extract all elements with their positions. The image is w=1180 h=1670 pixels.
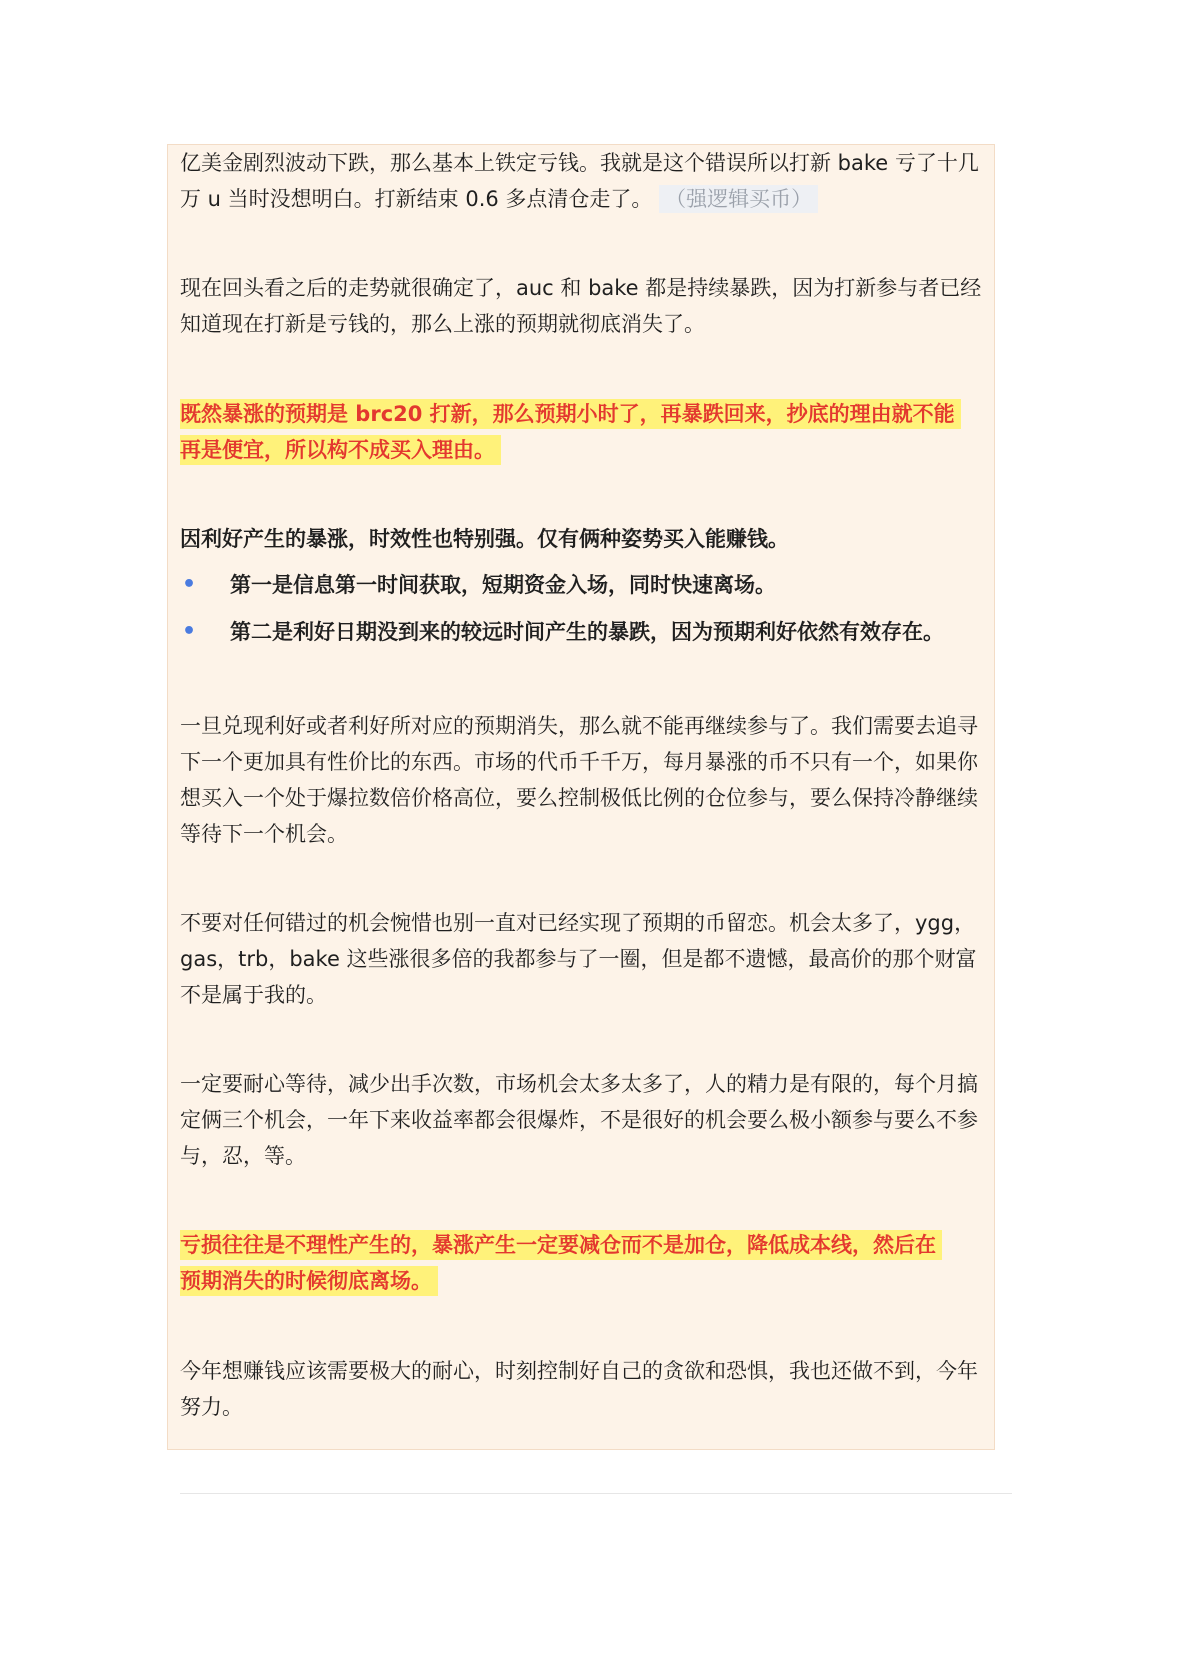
paragraph-5: 一定要耐心等待，减少出手次数，市场机会太多太多了，人的精力是有限的，每个月搞定俩三个机会，一年下来收益率都会很爆炸，不是很好的机会要么极小额参与要么不参与，忍，等。 xyxy=(180,1072,978,1168)
paragraph-4: 不要对任何错过的机会惋惜也别一直对已经实现了预期的币留恋。机会太多了，ygg，gas，trb，bake 这些涨很多倍的我都参与了一圈，但是都不遗憾，最高价的那个财富不是属于我的。 xyxy=(180,911,977,1007)
highlight-line-1: 亏损往往是不理性产生的，暴涨产生一定要减仓而不是加仓，降低成本线，然后在 xyxy=(180,1230,942,1260)
paragraph-2: 现在回头看之后的走势就很确定了，auc 和 bake 都是持续暴跌，因为打新参与者已经知道现在打新是亏钱的，那么上涨的预期就彻底消失了。 xyxy=(180,276,982,336)
tag-strong-logic: （强逻辑买币） xyxy=(659,185,818,213)
divider xyxy=(180,1493,1012,1494)
list-item-text: 第一是信息第一时间获取，短期资金入场，同时快速离场。 xyxy=(230,573,776,597)
highlight-line-2: 再是便宜，所以构不成买入理由。 xyxy=(180,435,501,465)
highlight-paragraph-2 xyxy=(180,1227,990,1299)
paragraph-6: 今年想赚钱应该需要极大的耐心，时刻控制好自己的贪欲和恐惧，我也还做不到，今年努力。 xyxy=(180,1359,978,1419)
paragraph-1 xyxy=(180,145,990,217)
document-card xyxy=(167,144,995,1450)
highlight-line-1: 既然暴涨的预期是 brc20 打新，那么预期小时了，再暴跌回来，抄底的理由就不能 xyxy=(180,399,961,429)
paragraph-3: 一旦兑现利好或者利好所对应的预期消失，那么就不能再继续参与了。我们需要去追寻下一个更加具有性价比的东西。市场的代币千千万，每月暴涨的币不只有一个，如果你想买入一个处于爆拉数倍价格高位，要么控制极低比例的仓位参与，要么保持冷静继续等待下一个机会。 xyxy=(180,714,978,846)
section-heading: 因利好产生的暴涨，时效性也特别强。仅有俩种姿势买入能赚钱。 xyxy=(180,527,789,551)
bullet-icon: • xyxy=(182,619,197,644)
list-item-text: 第二是利好日期没到来的较远时间产生的暴跌，因为预期利好依然有效存在。 xyxy=(230,620,944,644)
paragraph-1-text: 亿美金剧烈波动下跌，那么基本上铁定亏钱。我就是这个错误所以打新 bake 亏了十几万 u 当时没想明白。打新结束 0.6 多点清仓走了。 xyxy=(180,151,979,211)
highlight-line-2: 预期消失的时候彻底离场。 xyxy=(180,1266,438,1296)
bullet-icon: • xyxy=(182,572,197,597)
highlight-paragraph-1 xyxy=(180,396,990,468)
